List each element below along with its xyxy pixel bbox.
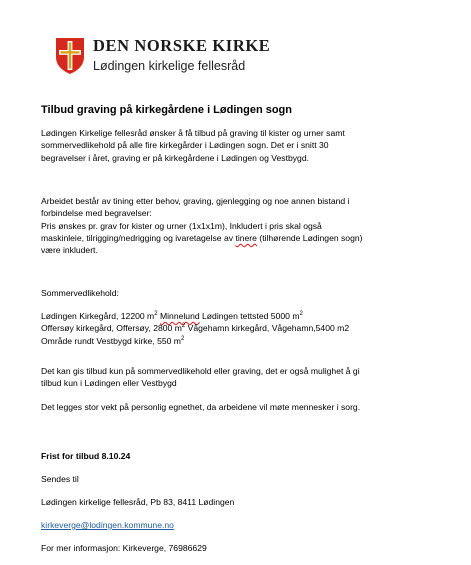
summer-item-text: Område rundt Vestbygd kirke, 550 m	[41, 335, 181, 346]
work-line: forbindelse med begravelser:	[41, 208, 152, 219]
intro-line: Lødingen Kirkelige fellesråd ønsker å få tilbud på graving til kister og urner samt	[41, 128, 345, 138]
org-name: DEN NORSKE KIRKE	[93, 36, 271, 55]
work-line	[41, 232, 441, 244]
spellcheck-word: Minnelund	[159, 311, 200, 321]
offer-paragraph	[41, 365, 441, 390]
page-title: Tilbud graving på kirkegårdene i Lødingen sogn	[41, 104, 292, 116]
send-to-label: Sendes til	[41, 474, 79, 484]
address: Lødingen kirkelige fellesråd, Pb 83, 8411 Lødingen	[41, 497, 235, 507]
work-line-text: maskinleie, tilrigging/nedrigging og ivaretagelse av	[41, 232, 234, 243]
intro-paragraph	[41, 127, 441, 164]
deadline: Frist for tilbud 8.10.24	[41, 451, 131, 461]
offer-line: tilbud kun i Lødingen eller Vestbygd	[41, 378, 177, 389]
summer-item-text: Vågehamn kirkegård, Vågehamn,5400 m2	[187, 323, 350, 334]
summer-item-text: Lødingen tettsted 5000 m	[202, 311, 300, 321]
work-line: Arbeidet består av tining etter behov, graving, gjenlegging og noe annen bistand i	[41, 196, 350, 206]
summer-item	[41, 322, 441, 334]
summer-item	[41, 335, 441, 347]
spellcheck-word: tinere	[235, 232, 257, 243]
work-line-text: (tilhørende Lødingen sogn)	[259, 232, 363, 243]
email-link[interactable]: kirkeverge@lodingen.kommune.no	[41, 520, 174, 530]
work-line: Pris ønskes pr. grav for kister og urner (1x1x1m), Inkludert i pris skal også	[41, 220, 322, 231]
church-cross-logo-icon	[55, 37, 85, 75]
intro-line: begravelser i året, graving er på kirkegårdene i Lødingen og Vestbygd.	[41, 152, 310, 163]
summer-item-text: Offersøy kirkegård, Offersøy, 2800 m	[41, 323, 182, 334]
superscript: 2	[181, 323, 186, 330]
contact-email-wrap	[41, 519, 441, 531]
org-subtitle: Lødingen kirkelige fellesråd	[93, 59, 246, 73]
work-line: være inkludert.	[41, 245, 98, 256]
offer-line: Det kan gis tilbud kun på sommervedlikehold eller graving, det er også mulighet å gi	[41, 366, 360, 376]
emphasis-paragraph: Det legges stor vekt på personlig egnethet, da arbeidene vil møte mennesker i sorg.	[41, 402, 361, 412]
superscript: 2	[154, 311, 158, 317]
superscript: 2	[299, 311, 303, 317]
work-paragraph	[41, 195, 441, 256]
summer-heading: Sommervedlikehold:	[41, 288, 119, 298]
summer-item	[41, 310, 441, 322]
intro-line: sommervedlikehold på alle fire kirkegårder i Lødingen sogn. Det er i snitt 30	[41, 140, 329, 151]
superscript: 2	[180, 335, 185, 342]
summer-list	[41, 310, 441, 347]
more-info: For mer informasjon: Kirkeverge, 76986629	[41, 543, 207, 553]
summer-item-text: Lødingen Kirkegård, 12200 m	[41, 311, 155, 321]
